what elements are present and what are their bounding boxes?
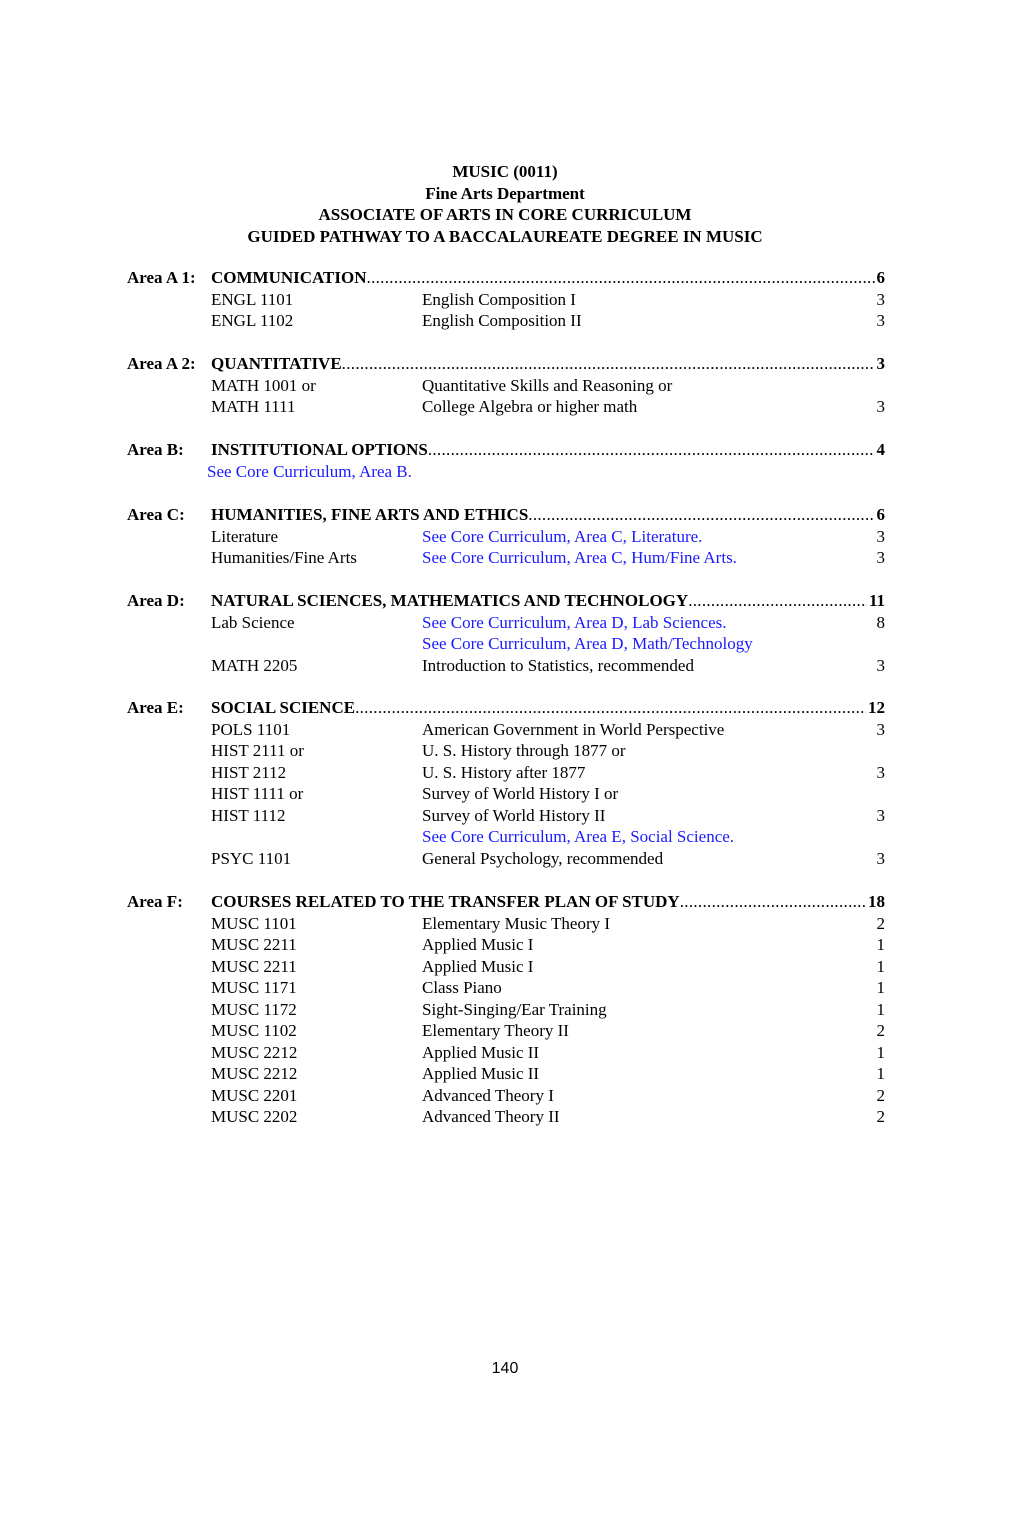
- course-row: [127, 848, 885, 870]
- dot-leader: [688, 590, 867, 612]
- course-description: Applied Music I: [422, 956, 534, 976]
- course-code: HIST 1112: [211, 805, 286, 825]
- course-row: [127, 1085, 885, 1107]
- course-code: MATH 1111: [211, 397, 296, 416]
- course-row: [127, 783, 885, 805]
- course-row: [127, 547, 885, 569]
- course-hours: 3: [876, 289, 885, 309]
- course-row: [127, 1106, 885, 1128]
- area-title: COURSES RELATED TO THE TRANSFER PLAN OF STUDY: [211, 892, 680, 911]
- area-title: NATURAL SCIENCES, MATHEMATICS AND TECHNOLOGY: [211, 591, 689, 610]
- course-description: Introduction to Statistics, recommended: [422, 655, 694, 675]
- area-hours: 18: [868, 892, 885, 911]
- course-row: [127, 612, 885, 634]
- course-row: [127, 310, 885, 332]
- course-code: POLS 1101: [211, 719, 291, 739]
- department-name: Fine Arts Department: [425, 183, 585, 203]
- course-description: Elementary Theory II: [422, 1021, 569, 1040]
- area-hours: 12: [868, 698, 885, 717]
- course-code: MUSC 1102: [211, 1021, 297, 1040]
- course-row: [127, 762, 885, 784]
- area-heading: [127, 590, 885, 612]
- core-curriculum-note: See Core Curriculum, Area D, Lab Sciences.: [422, 612, 727, 632]
- page-number: 140: [491, 1360, 519, 1377]
- course-row: [127, 740, 885, 762]
- course-code: MUSC 2202: [211, 1107, 298, 1126]
- course-hours: 1: [876, 935, 885, 954]
- area-heading: [127, 504, 885, 526]
- course-code: MATH 1001 or: [211, 375, 316, 395]
- area-a2-section: [127, 353, 885, 418]
- course-hours: 8: [876, 612, 885, 632]
- course-description: Elementary Music Theory I: [422, 913, 611, 933]
- course-hours: 3: [876, 526, 885, 546]
- dot-leader: [680, 891, 866, 913]
- course-code: MUSC 1171: [211, 978, 297, 997]
- course-hours: 3: [876, 655, 885, 675]
- dot-leader: [355, 697, 866, 719]
- dot-leader: [342, 353, 875, 375]
- course-description: Survey of World History II: [422, 805, 606, 825]
- area-heading: [127, 891, 885, 913]
- course-hours: 2: [876, 1085, 885, 1105]
- area-title: HUMANITIES, FINE ARTS AND ETHICS: [211, 505, 529, 524]
- area-label: Area A 2:: [127, 354, 196, 373]
- course-description: U. S. History through 1877 or: [422, 741, 626, 760]
- course-row: [127, 633, 885, 655]
- core-curriculum-note: See Core Curriculum, Area C, Hum/Fine Arts.: [422, 548, 737, 567]
- course-hours: 3: [876, 719, 885, 739]
- course-description: English Composition II: [422, 311, 582, 330]
- course-description: Survey of World History I or: [422, 784, 619, 803]
- area-heading: [127, 439, 885, 461]
- course-code: MATH 2205: [211, 655, 298, 675]
- course-description: Advanced Theory I: [422, 1085, 554, 1105]
- dot-leader: [428, 439, 875, 461]
- area-hours: 6: [876, 505, 885, 524]
- pathway-title: GUIDED PATHWAY TO A BACCALAUREATE DEGREE IN MUSIC: [247, 226, 763, 246]
- course-row: [127, 956, 885, 978]
- course-code: HIST 2112: [211, 762, 287, 782]
- course-code: MUSC 1172: [211, 999, 297, 1019]
- course-row: [127, 526, 885, 548]
- course-code: Humanities/Fine Arts: [211, 548, 357, 567]
- course-hours: 2: [876, 1107, 885, 1126]
- area-label: Area C:: [127, 505, 185, 524]
- course-row: [127, 289, 885, 311]
- course-hours: 3: [876, 848, 885, 868]
- core-curriculum-note: See Core Curriculum, Area B.: [207, 461, 412, 481]
- course-hours: 3: [876, 762, 885, 782]
- area-title: COMMUNICATION: [211, 268, 367, 287]
- area-a1-section: [127, 267, 885, 332]
- area-title: SOCIAL SCIENCE: [211, 698, 356, 717]
- course-row: [127, 999, 885, 1021]
- area-heading: [127, 267, 885, 289]
- course-hours: 3: [876, 397, 885, 416]
- course-code: MUSC 2201: [211, 1085, 298, 1105]
- area-f-section: [127, 891, 885, 1128]
- course-code: MUSC 2211: [211, 935, 297, 954]
- course-description: English Composition I: [422, 289, 576, 309]
- course-code: Lab Science: [211, 612, 295, 632]
- area-title: INSTITUTIONAL OPTIONS: [211, 440, 428, 459]
- course-code: MUSC 1101: [211, 913, 297, 933]
- course-row: [127, 1020, 885, 1042]
- area-hours: 4: [876, 440, 885, 459]
- course-description: Applied Music II: [422, 1064, 540, 1083]
- course-hours: 1: [876, 978, 885, 997]
- course-hours: 3: [876, 805, 885, 825]
- course-description: College Algebra or higher math: [422, 397, 638, 416]
- course-hours: 2: [876, 1021, 885, 1040]
- area-heading: [127, 697, 885, 719]
- core-curriculum-note: See Core Curriculum, Area D, Math/Technology: [422, 634, 753, 653]
- course-description: Quantitative Skills and Reasoning or: [422, 375, 673, 395]
- course-code: ENGL 1101: [211, 289, 294, 309]
- area-heading: [127, 353, 885, 375]
- course-hours: 1: [876, 956, 885, 976]
- course-row: [127, 826, 885, 848]
- course-description: Sight-Singing/Ear Training: [422, 999, 607, 1019]
- course-code: MUSC 2212: [211, 1064, 298, 1083]
- course-row: [127, 1063, 885, 1085]
- area-hours: 3: [876, 354, 885, 373]
- course-hours: 1: [876, 1064, 885, 1083]
- course-code: Literature: [211, 526, 279, 546]
- area-label: Area B:: [127, 440, 184, 459]
- course-description: U. S. History after 1877: [422, 762, 586, 782]
- course-code: HIST 1111 or: [211, 784, 304, 803]
- course-description: Applied Music I: [422, 935, 534, 954]
- degree-title: ASSOCIATE OF ARTS IN CORE CURRICULUM: [318, 205, 692, 224]
- course-row: [127, 655, 885, 677]
- area-label: Area D:: [127, 591, 185, 610]
- area-c-section: [127, 504, 885, 569]
- course-hours: 3: [876, 548, 885, 567]
- course-row: [127, 461, 885, 483]
- course-row: [127, 719, 885, 741]
- area-label: Area E:: [127, 698, 184, 717]
- course-description: General Psychology, recommended: [422, 848, 664, 868]
- course-code: ENGL 1102: [211, 311, 294, 330]
- course-hours: 2: [876, 913, 885, 933]
- course-hours: 3: [876, 311, 885, 330]
- course-code: PSYC 1101: [211, 848, 292, 868]
- course-code: MUSC 2212: [211, 1042, 298, 1062]
- area-hours: 11: [868, 591, 885, 610]
- course-description: Class Piano: [422, 978, 502, 997]
- course-row: [127, 396, 885, 418]
- course-row: [127, 934, 885, 956]
- course-description: Applied Music II: [422, 1042, 540, 1062]
- area-b-section: [127, 439, 885, 482]
- document-header: [0, 161, 1010, 247]
- area-title: QUANTITATIVE: [211, 354, 342, 373]
- course-row: [127, 805, 885, 827]
- course-row: [127, 977, 885, 999]
- dot-leader: [367, 267, 875, 289]
- course-code: HIST 2111 or: [211, 741, 304, 760]
- course-row: [127, 913, 885, 935]
- core-curriculum-note: See Core Curriculum, Area C, Literature.: [422, 526, 703, 546]
- course-row: [127, 1042, 885, 1064]
- core-curriculum-note: See Core Curriculum, Area E, Social Science.: [422, 827, 735, 846]
- course-description: Advanced Theory II: [422, 1107, 560, 1126]
- area-hours: 6: [876, 268, 885, 287]
- course-hours: 1: [876, 999, 885, 1019]
- course-description: American Government in World Perspective: [422, 719, 725, 739]
- course-row: [127, 375, 885, 397]
- area-e-section: [127, 697, 885, 869]
- program-title: MUSIC (0011): [452, 162, 558, 181]
- dot-leader: [528, 504, 874, 526]
- area-label: Area F:: [127, 892, 183, 911]
- course-hours: 1: [876, 1042, 885, 1062]
- course-code: MUSC 2211: [211, 956, 297, 976]
- area-d-section: [127, 590, 885, 676]
- area-label: Area A 1:: [127, 268, 196, 287]
